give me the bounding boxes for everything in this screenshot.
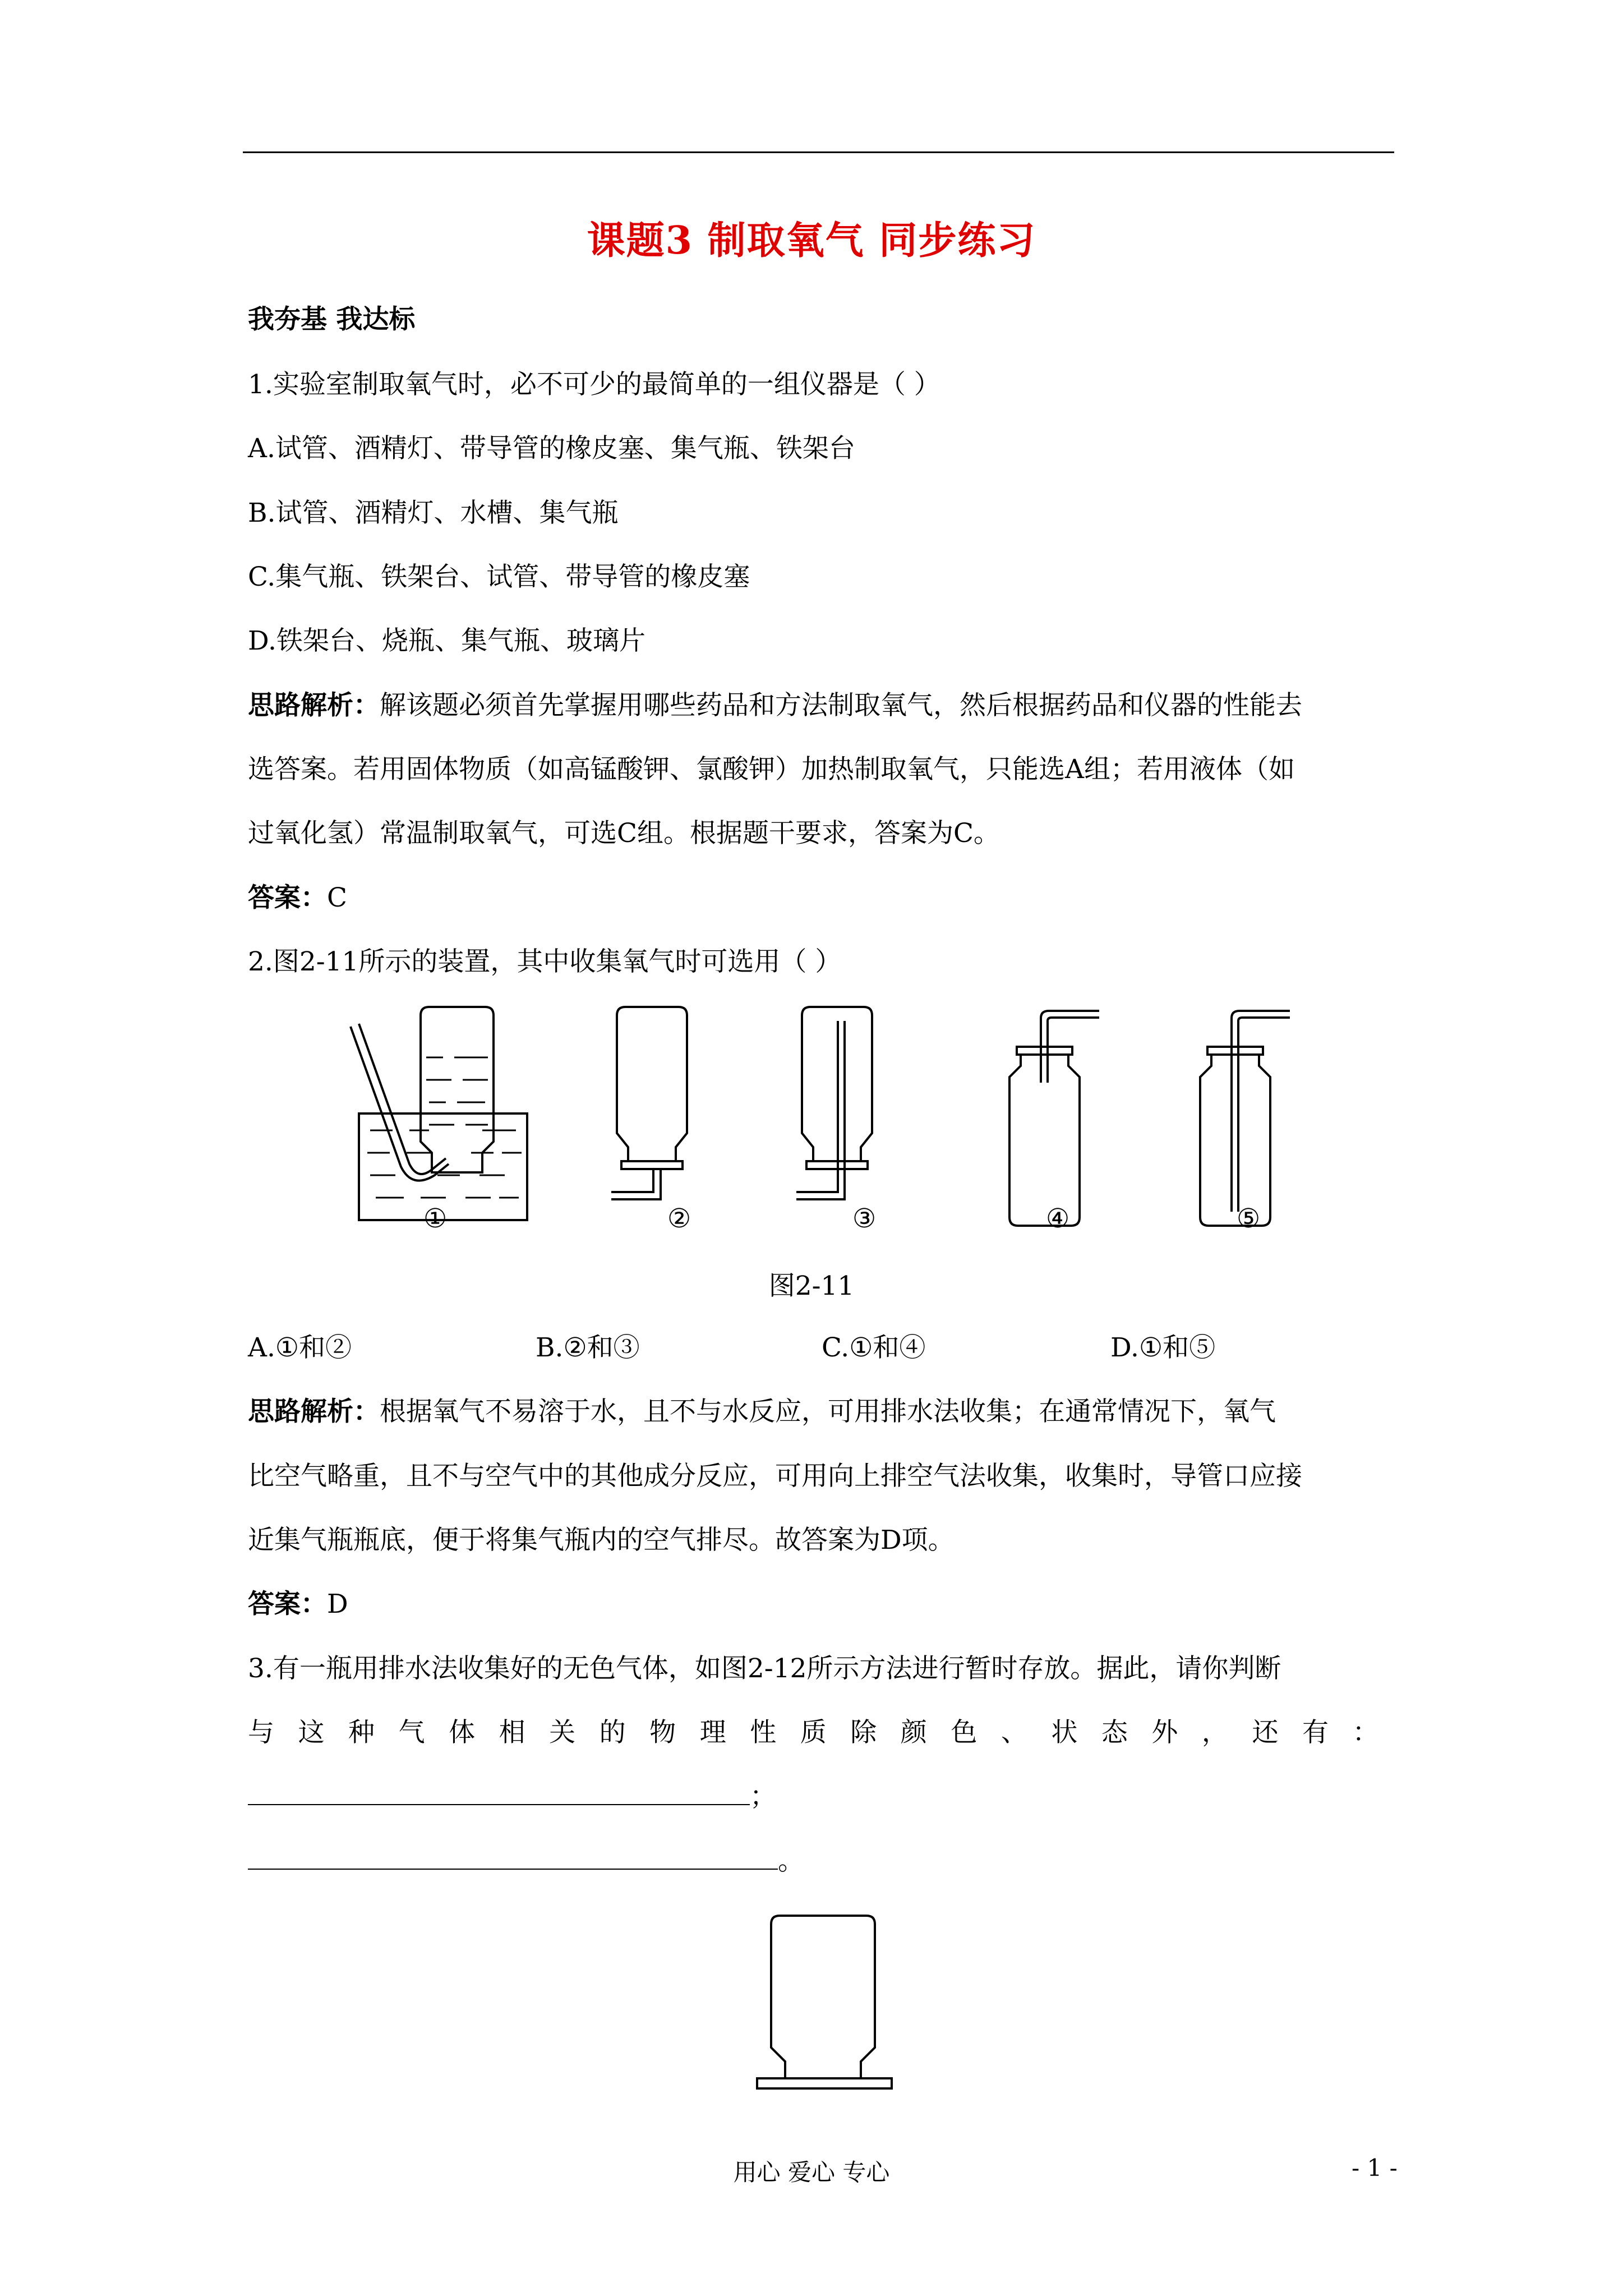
q3-stem-line2: 与这种气体相关的物理性质除颜色、状态外，还有：: [248, 1717, 1392, 1748]
q1-stem: 1.实验室制取氧气时，必不可少的最简单的一组仪器是（ ）: [248, 369, 940, 400]
apparatus-1-water-trough: [351, 1007, 527, 1220]
apparatus-2-bottle-short-tube: [611, 1007, 687, 1199]
q1-option-a: A.试管、酒精灯、带导管的橡皮塞、集气瓶、铁架台: [248, 433, 855, 464]
q1-option-c: C.集气瓶、铁架台、试管、带导管的橡皮塞: [248, 562, 750, 592]
q1-answer-value: C: [327, 882, 347, 913]
page-footer: 用心 爱心 专心: [733, 2159, 890, 2186]
q2-analysis-line2: 比空气略重，且不与空气中的其他成分反应，可用向上排空气法收集，收集时，导管口应接: [248, 1461, 1302, 1492]
q2-option-b: B.②和③: [536, 1332, 640, 1363]
q2-answer-label: 答案：: [248, 1589, 327, 1619]
q2-answer-value: D: [327, 1589, 348, 1619]
header-rule: [243, 151, 1394, 153]
page-title: 课题3 制取氧气 同步练习: [587, 218, 1036, 263]
q2-answer: [248, 1583, 348, 1621]
q2-option-a: A.①和②: [248, 1332, 352, 1363]
q1-answer: [248, 877, 347, 914]
q1-option-b: B.试管、酒精灯、水槽、集气瓶: [248, 498, 619, 528]
q1-answer-label: 答案：: [248, 882, 327, 913]
q3-blank-2: 。: [248, 1840, 804, 1878]
figure-label-2: ②: [667, 1203, 691, 1234]
q1-option-d: D.铁架台、烧瓶、集气瓶、玻璃片: [248, 625, 645, 656]
section-heading: 我夯基 我达标: [248, 304, 416, 335]
page-number: - 1 -: [1352, 2154, 1398, 2182]
q2-option-c: C.①和④: [822, 1332, 926, 1363]
q1-analysis-label: 思路解析：: [248, 690, 380, 721]
q3-blank-1: ；: [248, 1775, 776, 1813]
apparatus-5-upright-long-tube: [1200, 1011, 1290, 1226]
q1-analysis-line1: 思路解析：解该题必须首先掌握用哪些药品和方法制取氧气，然后根据药品和仪器的性能去: [248, 690, 1302, 721]
q3-stem-line1: 3.有一瓶用排水法收集好的无色气体，如图2-12所示方法进行暂时存放。据此，请你判断: [248, 1653, 1281, 1684]
figure-label-4: ④: [1046, 1203, 1070, 1234]
figure-caption: 图2-11: [768, 1271, 855, 1301]
apparatus-4-upright-short-tube: [1009, 1011, 1099, 1226]
q2-stem: 2.图2-11所示的装置，其中收集氧气时可选用（ ）: [248, 946, 842, 977]
q2-analysis-line3: 近集气瓶瓶底，便于将集气瓶内的空气排尽。故答案为D项。: [248, 1525, 955, 1556]
figure-label-3: ③: [852, 1203, 877, 1234]
figure-2-12-inverted-bottle: [746, 1913, 903, 2098]
answer-blank-1[interactable]: [248, 1782, 750, 1805]
apparatus-3-bottle-long-tube: [796, 1007, 872, 1199]
q2-analysis-label: 思路解析：: [248, 1396, 380, 1427]
answer-blank-2[interactable]: [248, 1846, 778, 1870]
q2-analysis-line1: 思路解析：根据氧气不易溶于水，且不与水反应，可用排水法收集；在通常情况下，氧气: [248, 1396, 1276, 1427]
q2-option-d: D.①和⑤: [1110, 1332, 1216, 1363]
q1-analysis-line2: 选答案。若用固体物质（如高锰酸钾、氯酸钾）加热制取氧气，只能选A组；若用液体（如: [248, 754, 1295, 785]
figure-label-1: ①: [423, 1203, 448, 1234]
figure-2-11: [353, 1004, 1312, 1228]
q1-analysis-line3: 过氧化氢）常温制取氧气，可选C组。根据题干要求，答案为C。: [248, 818, 1000, 849]
figure-label-5: ⑤: [1237, 1203, 1261, 1234]
